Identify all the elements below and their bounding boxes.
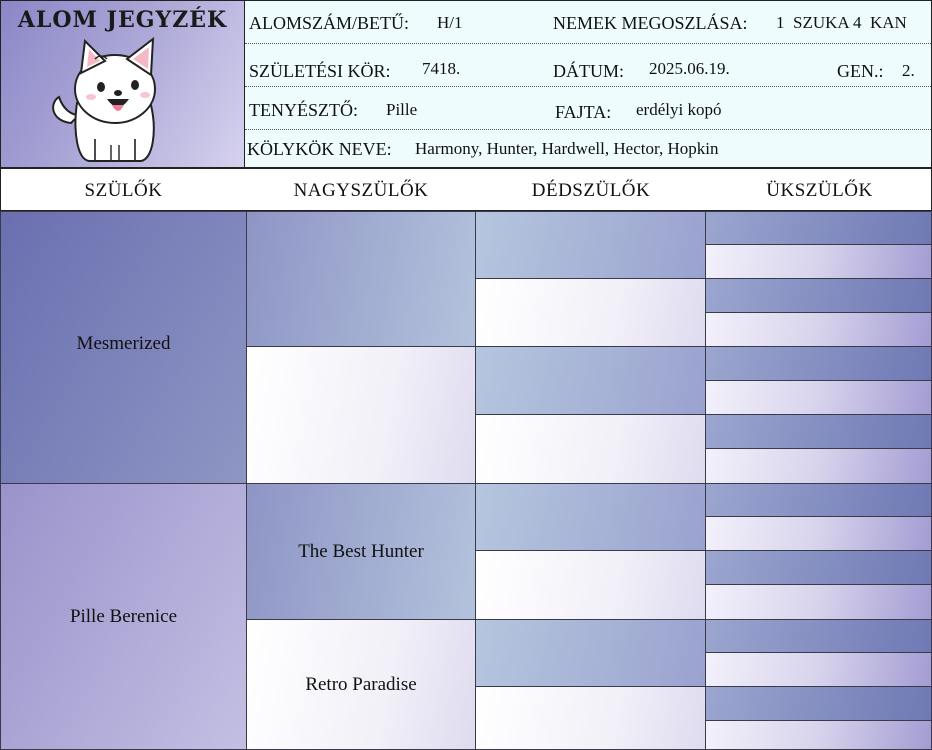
great-great-grandparent-cell [705,652,932,687]
great-great-grandparent-cell [705,550,932,585]
litter-value: H/1 [437,13,463,32]
breeder-label: TENYÉSZTŐ: [249,100,358,120]
litter-info-panel [245,0,932,168]
great-grandparent-cell [475,278,706,347]
round-label: SZÜLETÉSI KÖR: [249,61,391,81]
date-label: DÁTUM: [553,61,624,81]
gen-label: GEN.: [837,61,884,81]
parent-name: Mesmerized [76,332,171,354]
great-great-grandparent-cell [705,380,932,415]
great-great-grandparent-cell [705,584,932,620]
great-great-grandparent-cell [705,686,932,721]
grandparent-cell [246,483,476,620]
generation-column-headers [0,168,932,211]
info-row-litter [245,1,931,44]
breeder-value: Pille [386,100,418,119]
grandparent-cell [246,619,476,750]
round-value: 7418. [422,59,461,78]
grandparent-cell [246,211,476,347]
great-great-grandparent-cell [705,244,932,279]
column-header-great-great-grandparents: ÜKSZÜLŐK [766,180,873,201]
info-row-breeder [245,87,931,130]
logo-panel [0,0,245,168]
breed-value: erdélyi kopó [636,100,722,119]
page-title: ALOM JEGYZÉK [17,7,228,33]
grandparent-name: Retro Paradise [305,673,417,695]
info-row-round [245,44,931,87]
great-grandparent-cell [475,211,706,279]
parent-name: Pille Berenice [69,605,178,627]
great-great-grandparent-cell [705,448,932,484]
parent-cell [0,211,247,484]
grandparent-cell [246,346,476,484]
great-great-grandparent-cell [705,346,932,381]
great-great-grandparent-cell [705,414,932,449]
great-great-grandparent-cell [705,619,932,653]
great-great-grandparent-cell [705,312,932,347]
column-header-great-grandparents: DÉDSZÜLŐK [531,180,651,201]
puppies-label: KÖLYKÖK NEVE: [247,139,392,159]
great-grandparent-cell [475,619,706,687]
column-header-parents: SZÜLŐK [84,180,163,201]
gender-label: NEMEK MEGOSZLÁSA: [553,13,748,33]
info-row-puppies [245,130,931,172]
litter-label: ALOMSZÁM/BETŰ: [249,13,410,33]
dog-icon [49,31,169,166]
gender-value: 1 SZUKA 4 KAN [776,13,907,32]
great-great-grandparent-cell [705,516,932,551]
grandparent-name: The Best Hunter [298,540,424,562]
gen-value: 2. [902,61,915,80]
great-grandparent-cell [475,483,706,551]
date-value: 2025.06.19. [649,59,730,78]
parent-cell [0,483,247,750]
puppies-value: Harmony, Hunter, Hardwell, Hector, Hopkin [415,139,719,158]
column-header-grandparents: NAGYSZÜLŐK [293,180,429,201]
great-great-grandparent-cell [705,483,932,517]
great-grandparent-cell [475,550,706,620]
great-grandparent-cell [475,414,706,484]
great-grandparent-cell [475,686,706,750]
great-great-grandparent-cell [705,278,932,313]
breed-label: FAJTA: [555,102,612,122]
great-great-grandparent-cell [705,720,932,750]
great-great-grandparent-cell [705,211,932,245]
great-grandparent-cell [475,346,706,415]
